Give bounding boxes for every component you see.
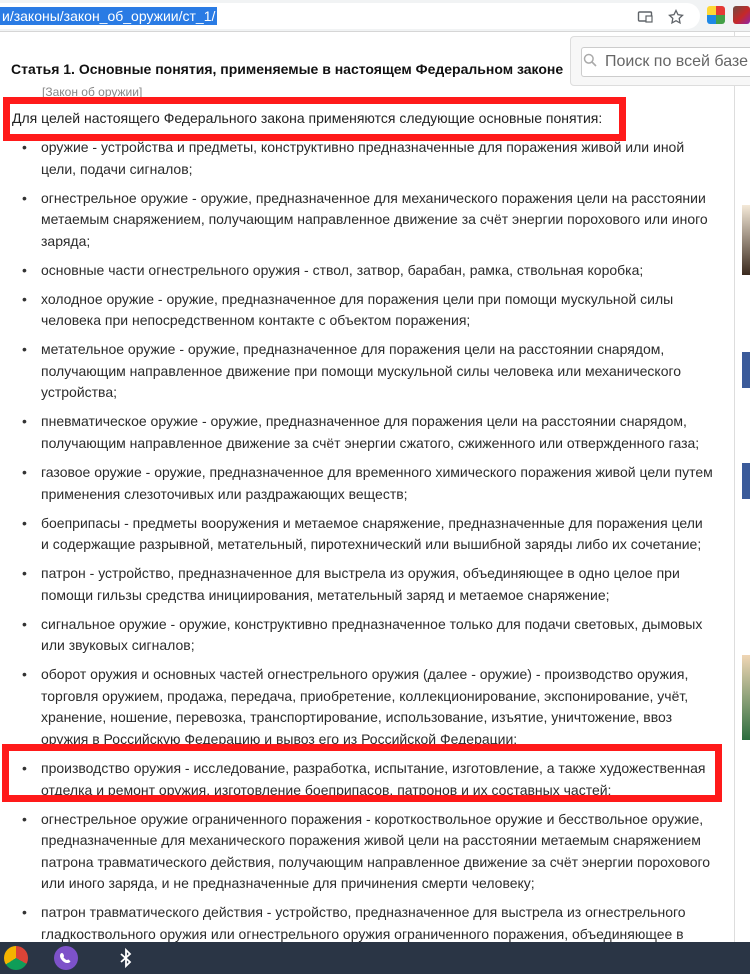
source-link[interactable]: [Закон об оружии] bbox=[42, 85, 143, 99]
side-thumbnail bbox=[742, 205, 750, 275]
bluetooth-icon[interactable] bbox=[114, 946, 138, 970]
list-item: • сигнальное оружие - оружие, конструктивно предназначенное только для подачи световых, дымовых или звуковых сигналов; bbox=[0, 614, 734, 657]
viber-icon[interactable] bbox=[54, 946, 78, 970]
extension-icon[interactable] bbox=[707, 6, 725, 24]
address-bar[interactable] bbox=[0, 3, 700, 29]
side-thumbnail bbox=[742, 655, 750, 740]
star-icon[interactable] bbox=[668, 9, 684, 25]
terms-list bbox=[0, 137, 734, 974]
list-item: • основные части огнестрельного оружия - ствол, затвор, барабан, рамка, ствольная коробка; bbox=[0, 260, 734, 282]
intro-text: Для целей настоящего Федерального закона применяются следующие основные понятия: bbox=[12, 110, 603, 126]
list-item: • огнестрельное оружие ограниченного поражения - короткоствольное оружие и бесствольное оружие, предназначенные для механического поражения живой цели на расстоянии метаемым снаряжением патрона травматического действия, получающим направленное движение за счёт энергии порохового или иного заряда, и не предназначенные для причинения смерти человеку; bbox=[0, 809, 734, 895]
cast-icon[interactable] bbox=[637, 9, 653, 25]
taskbar bbox=[0, 942, 750, 974]
profile-extension-icon[interactable] bbox=[733, 6, 750, 24]
page-divider bbox=[734, 32, 735, 942]
list-item: • боеприпасы - предметы вооружения и метаемое снаряжение, предназначенные для поражения цели и содержащие разрывной, метательный, пиротехнический или вышибной заряды либо их сочетание; bbox=[0, 513, 734, 556]
list-item: • метательное оружие - оружие, предназначенное для поражения цели на расстоянии снарядом, получающим направленное движение при помощи мускульной силы человека или механического устройства; bbox=[0, 339, 734, 404]
list-item: • пневматическое оружие - оружие, предназначенное для поражения цели на расстоянии снарядом, получающим направленное движение за счёт энергии сжатого, сжиженного или отвержденного газа; bbox=[0, 411, 734, 454]
list-item: • патрон травматического действия - устройство, предназначенное для выстрела из огнестрельного гладкоствольного оружия или огнестрельного оружия ограниченного поражения, объединяющее в bbox=[0, 902, 734, 967]
list-item: • холодное оружие - оружие, предназначенное для поражения цели при помощи мускульной силы человека при непосредственном контакте с объектом поражения; bbox=[0, 289, 734, 332]
search-icon bbox=[583, 53, 597, 67]
side-social-block bbox=[742, 352, 750, 388]
search-input[interactable] bbox=[581, 47, 750, 77]
list-item: • оборот оружия и основных частей огнестрельного оружия (далее - оружие) - производство оружия, торговля оружием, продажа, передача, приобретение, коллекционирование, экспонирование, учёт, хранение, ношение, перевозка, транспортирование, использование, изъятие, уничтожение, ввоз оружия в Российскую Федерацию и вывоз его из Российской Федерации; bbox=[0, 664, 734, 750]
browser-toolbar bbox=[0, 0, 750, 32]
list-item: • производство оружия - исследование, разработка, испытание, изготовление, а также художественная отделка и ремонт оружия, изготовление боеприпасов, патронов и их составных частей; bbox=[0, 758, 734, 801]
page-title: Статья 1. Основные понятия, применяемые в настоящем Федеральном законе bbox=[11, 61, 564, 77]
chrome-icon[interactable] bbox=[4, 946, 28, 970]
search-widget bbox=[570, 36, 750, 86]
list-item: • оружие - устройства и предметы, конструктивно предназначенные для поражения живой или иной цели, подачи сигналов; bbox=[0, 137, 734, 180]
side-social-block bbox=[742, 463, 750, 499]
list-item: • огнестрельное оружие - оружие, предназначенное для механического поражения цели на расстоянии метаемым снаряжением, получающим направленное движение за счёт энергии порохового или иного заряда; bbox=[0, 188, 734, 253]
list-item: • патрон - устройство, предназначенное для выстрела из оружия, объединяющее в одно целое при помощи гильзы средства инициирования, метательный заряд и метаемое снаряжение; bbox=[0, 563, 734, 606]
list-item: • газовое оружие - оружие, предназначенное для временного химического поражения живой цели путем применения слезоточивых или раздражающих веществ; bbox=[0, 462, 734, 505]
url-text[interactable]: и/законы/закон_об_оружии/ст_1/ bbox=[2, 8, 216, 24]
